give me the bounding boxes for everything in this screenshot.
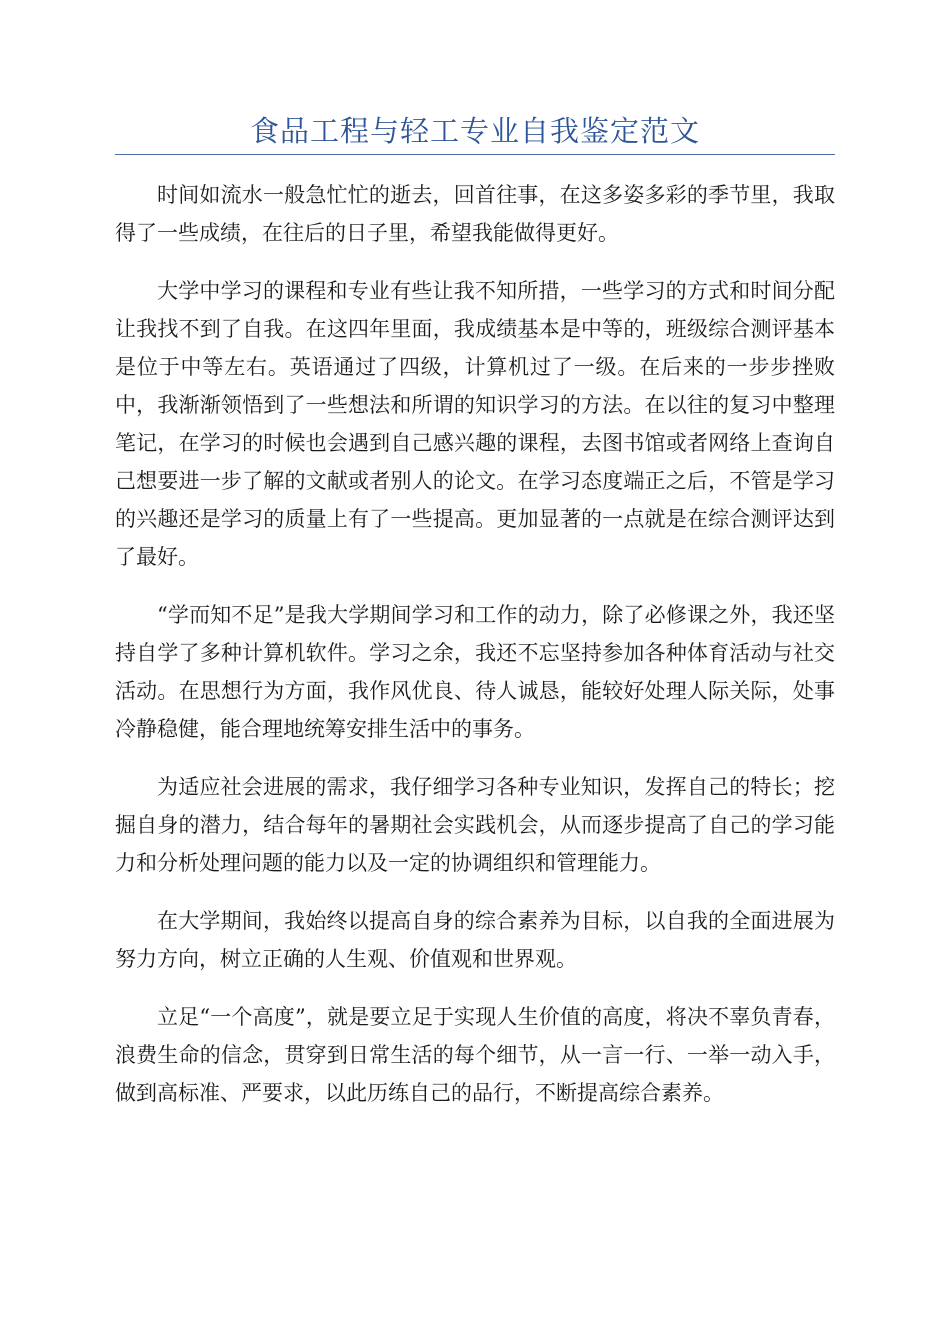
paragraph-1: 时间如流水一般急忙忙的逝去，回首往事，在这多姿多彩的季节里，我取得了一些成绩，在往后的日子里，希望我能做得更好。 [115,183,835,245]
document-body [115,176,835,1132]
paragraph-6: 立足“一个高度”，就是要立足于实现人生价值的高度，将决不辜负青春，浪费生命的信念，贯穿到日常生活的每个细节，从一言一行、一举一动入手，做到高标准、严要求，以此历练自己的品行，不断提高综合素养。 [115,1005,835,1105]
paragraph-5: 在大学期间，我始终以提高自身的综合素养为目标，以自我的全面进展为努力方向，树立正确的人生观、价值观和世界观。 [115,909,835,971]
paragraph-4: 为适应社会进展的需求，我仔细学习各种专业知识，发挥自己的特长；挖掘自身的潜力，结合每年的暑期社会实践机会，从而逐步提高了自己的学习能力和分析处理问题的能力以及一定的协调组织和管理能力。 [115,775,835,875]
paragraph-3: “学而知不足”是我大学期间学习和工作的动力，除了必修课之外，我还坚持自学了多种计算机软件。学习之余，我还不忘坚持参加各种体育活动与社交活动。在思想行为方面，我作风优良、待人诚恳，能较好处理人际关际，处事冷静稳健，能合理地统筹安排生活中的事务。 [115,603,835,741]
document-title: 食品工程与轻工专业自我鉴定范文 [249,114,700,148]
paragraph-2: 大学中学习的课程和专业有些让我不知所措，一些学习的方式和时间分配让我找不到了自我。在这四年里面，我成绩基本是中等的，班级综合测评基本是位于中等左右。英语通过了四级，计算机过了一级。在后来的一步步挫败中，我渐渐领悟到了一些想法和所谓的知识学习的方法。在以往的复习中整理笔记，在学习的时候也会遇到自己感兴趣的课程，去图书馆或者网络上查询自己想要进一步了解的文献或者别人的论文。在学习态度端正之后，不管是学习的兴趣还是学习的质量上有了一些提高。更加显著的一点就是在综合测评达到了最好。 [115,279,835,569]
title-block [115,112,835,155]
